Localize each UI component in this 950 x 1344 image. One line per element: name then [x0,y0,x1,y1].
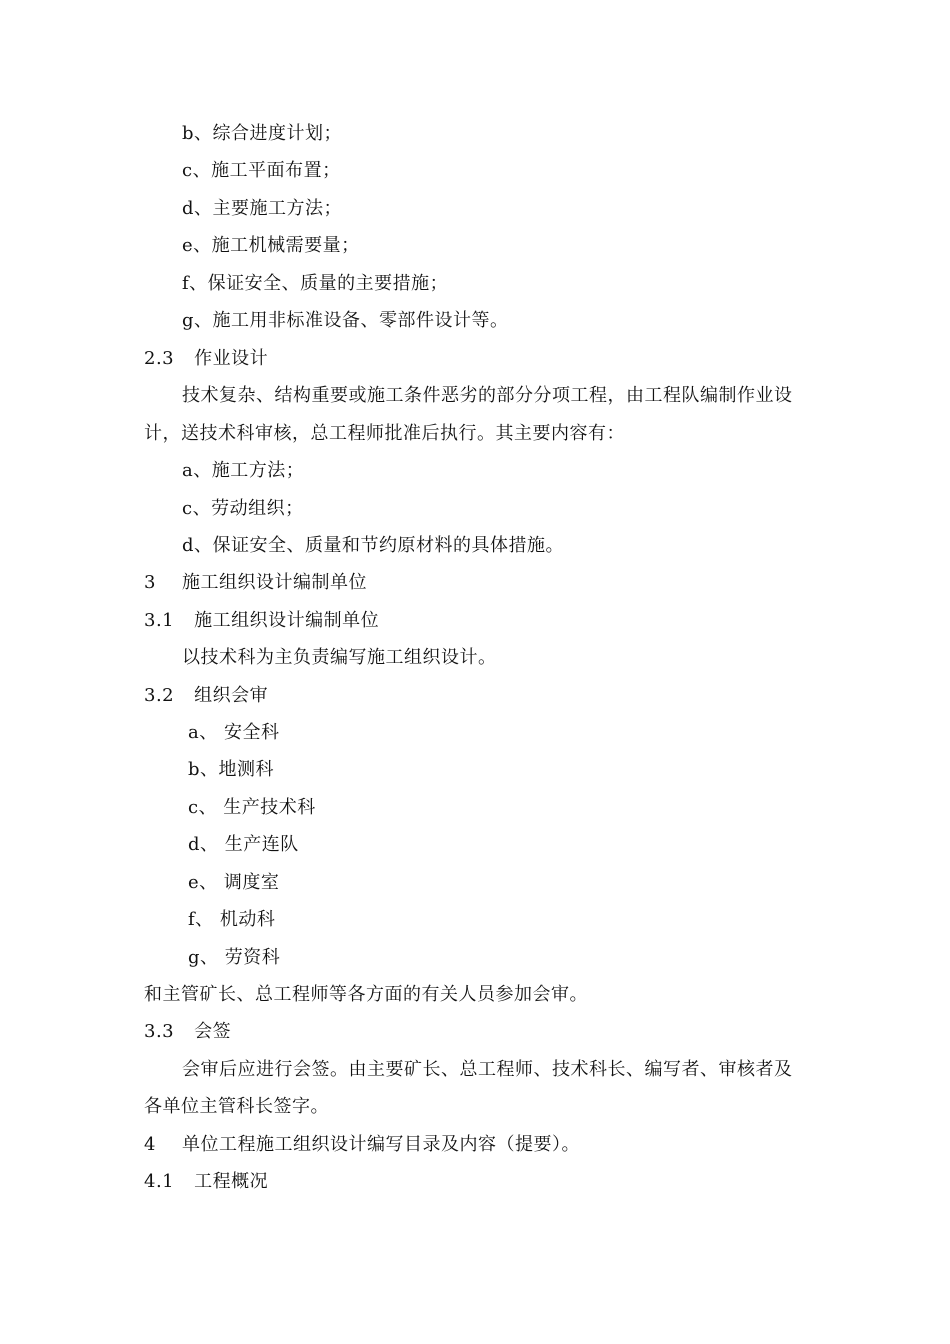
section-number: 3.3 [144,1021,175,1042]
paragraph-line: 会审后应进行会签。由主要矿长、总工程师、技术科长、编写者、审核者及 [182,1059,793,1080]
section-heading-3 [144,571,367,595]
list-item: d、主要施工方法； [182,198,343,219]
paragraph-line: 各单位主管科长签字。 [144,1096,329,1117]
list-item: e、 调度室 [188,872,280,893]
section-title: 作业设计 [194,348,269,369]
list-item: c、 生产技术科 [188,797,316,818]
section-heading-4-1 [144,1170,268,1194]
paragraph-line: 技术复杂、结构重要或施工条件恶劣的部分分项工程，由工程队编制作业设 [182,385,793,406]
section-heading-3-2 [144,684,268,708]
section-title: 会签 [194,1021,232,1042]
section-title: 工程概况 [194,1171,269,1192]
section-heading-3-3 [144,1020,231,1044]
section-number: 2.3 [144,348,175,369]
list-item: f、 机动科 [188,909,276,930]
section-title: 施工组织设计编制单位 [194,610,380,631]
list-item: b、综合进度计划； [182,123,343,144]
list-item: c、施工平面布置； [182,160,341,181]
section-number: 4 [144,1134,156,1155]
list-item: c、劳动组织； [182,498,304,519]
paragraph-line: 计，送技术科审核，总工程师批准后执行。其主要内容有： [144,423,625,444]
list-item: f、保证安全、质量的主要措施； [182,273,449,294]
section-title: 单位工程施工组织设计编写目录及内容（提要）。 [181,1134,580,1155]
paragraph-line: 以技术科为主负责编写施工组织设计。 [182,647,497,668]
list-item: d、保证安全、质量和节约原材料的具体措施。 [182,535,565,556]
section-heading-2-3 [144,347,268,371]
list-item: g、施工用非标准设备、零部件设计等。 [182,310,509,331]
section-heading-3-1 [144,609,379,633]
section-title: 施工组织设计编制单位 [181,572,367,593]
paragraph-line: 和主管矿长、总工程师等各方面的有关人员参加会审。 [144,984,588,1005]
list-item: a、 安全科 [188,722,280,743]
section-title: 组织会审 [194,685,269,706]
section-number: 3.1 [144,610,175,631]
section-number: 3 [144,572,156,593]
list-item: a、施工方法； [182,460,305,481]
list-item: b、地测科 [188,759,275,780]
section-number: 4.1 [144,1171,175,1192]
section-number: 3.2 [144,685,175,706]
list-item: g、 劳资科 [188,947,281,968]
list-item: e、施工机械需要量； [182,235,360,256]
list-item: d、 生产连队 [188,834,299,855]
section-heading-4 [144,1133,580,1157]
